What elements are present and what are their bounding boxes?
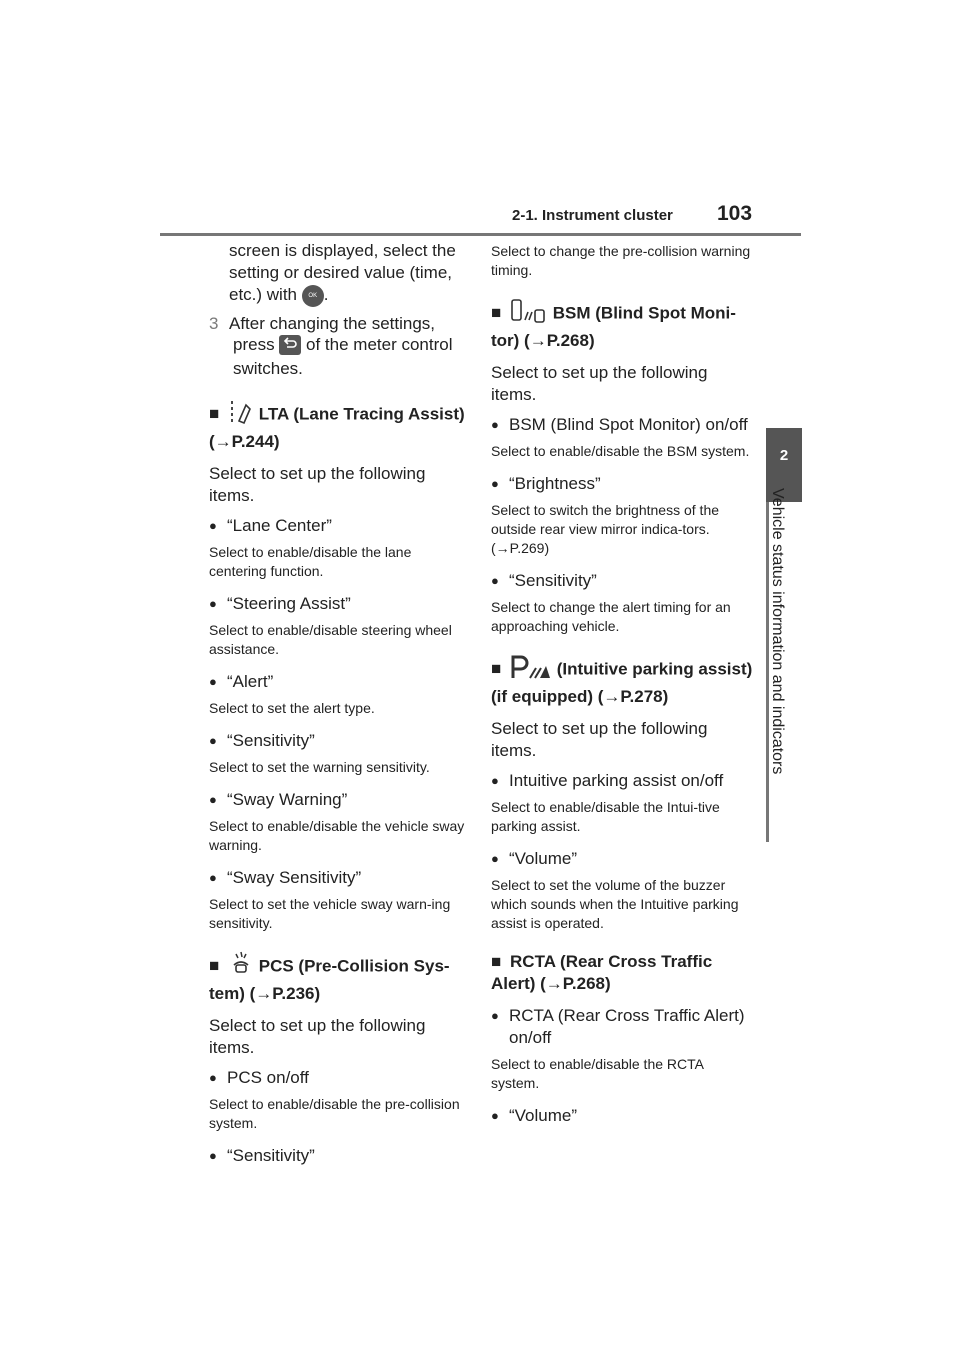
rcta-title: RCTA (Rear Cross Traffic Alert) ( [491,952,713,993]
lta-item-label: ● “Alert” [209,671,471,693]
lta-title: LTA (Lane Tracing Assist) ( [209,404,465,451]
bsm-intro: Select to set up the following items. [491,363,708,404]
arrow-icon: → [603,687,621,706]
intro-line-2: etc.) with [229,285,302,304]
lta-icon [228,399,254,431]
bsm-item-label: ● “Brightness” [491,473,753,495]
ipa-intro: Select to set up the following items. [491,719,708,760]
ipa-title: (Intuitive parking assist) (if equipped) ( [491,659,753,706]
square-bullet: ■ [491,303,502,323]
arrow-icon: → [545,974,563,993]
pcs-heading [209,951,471,1005]
ipa-item-desc: Select to set the volume of the buzzer which sounds when the Intuitive parking assist is operated. [491,877,739,931]
left-column [209,240,471,1173]
ipa-heading [491,654,753,708]
lta-item-desc: Select to enable/disable steering wheel assistance. [209,621,452,657]
bsm-item-label: ● BSM (Blind Spot Monitor) on/off [491,414,753,436]
chapter-number: 2 [779,447,789,464]
lta-item-label: ● “Lane Center” [209,515,471,537]
arrow-icon: → [214,431,232,451]
square-bullet: ■ [491,952,502,971]
intro-line-2-end: . [323,285,329,304]
lta-item-label: ● “Sensitivity” [209,730,471,752]
lta-item-label: ● “Sway Warning” [209,789,471,811]
rcta-heading [491,951,753,995]
page-number: 103 [717,202,753,225]
bsm-page-link[interactable]: P.268) [546,331,595,350]
ipa-item-label: ● “Volume” [491,848,753,870]
lta-page-link[interactable]: P.244) [231,431,280,451]
lta-item-label: ● “Steering Assist” [209,593,471,615]
step-text-1: After changing the settings, [229,313,436,333]
bsm-item-desc: Select to switch the brightness of the outside rear view mirror indica-tors. (→P.269) [491,502,720,556]
pcs-page-link[interactable]: P.236) [272,983,321,1003]
pcs-intro: Select to set up the following items. [209,1015,426,1057]
parking-assist-icon [510,654,552,686]
chapter-label: Vehicle status information and indicators [769,488,786,775]
bsm-title: BSM (Blind Spot Moni-tor) ( [491,303,736,350]
rcta-item-desc: Select to enable/disable the RCTA system. [491,1056,704,1091]
pcs-item-label: ● “Sensitivity” [209,1145,471,1167]
header-divider [160,233,801,236]
ipa-page-link[interactable]: P.278) [620,687,669,706]
ipa-item-desc: Select to enable/disable the Intui-tive parking assist. [491,799,720,834]
intro-text [229,240,471,307]
bsm-heading [491,298,753,352]
lta-item-desc: Select to set the warning sensitivity. [209,758,430,775]
right-column [491,240,753,1133]
pcs-title: PCS (Pre-Collision Sys-tem) ( [209,956,450,1003]
lta-item-desc: Select to enable/disable the lane centering function. [209,543,412,579]
bsm-item-label: ● “Sensitivity” [491,570,753,592]
pcs-item-desc: Select to enable/disable the pre-collision system. [209,1095,460,1131]
pcs-icon [228,951,254,983]
lta-item-label: ● “Sway Sensitivity” [209,867,471,889]
bsm-item-desc: Select to change the alert timing for an approaching vehicle. [491,599,731,634]
lta-heading [209,399,471,453]
lta-item-desc: Select to enable/disable the vehicle sway warning. [209,817,465,853]
square-bullet: ■ [209,404,220,423]
square-bullet: ■ [209,956,220,975]
lta-item-desc: Select to set the alert type. [209,699,375,716]
rcta-item-label: ● RCTA (Rear Cross Traffic Alert) on/off [491,1005,753,1049]
bsm-item-desc: Select to enable/disable the BSM system. [491,443,750,459]
step-number: 3 [209,313,219,333]
back-button-icon [279,335,301,355]
rcta-item-label: ● “Volume” [491,1105,753,1127]
arrow-icon: → [529,331,547,350]
section-title: 2-1. Instrument cluster [512,207,673,224]
step-3 [209,313,471,381]
pcs-sensitivity-desc: Select to change the pre-collision warning timing. [491,243,751,278]
arrow-icon: → [255,983,273,1003]
step-text-2a: press [233,334,280,354]
ipa-item-label: ● Intuitive parking assist on/off [491,770,753,792]
ok-button-icon: OK [302,285,324,307]
step-text-2b: of the meter control switches. [233,334,453,378]
intro-line-1: screen is displayed, select the setting or desired value (time, [229,241,456,282]
bsm-icon [510,298,548,330]
square-bullet: ■ [491,659,502,679]
step-text-2 [233,333,471,381]
lta-item-desc: Select to set the vehicle sway warn-ing sensitivity. [209,895,451,931]
pcs-item-label: ● PCS on/off [209,1067,471,1089]
lta-intro: Select to set up the following items. [209,463,426,505]
rcta-page-link[interactable]: P.268) [562,974,611,993]
